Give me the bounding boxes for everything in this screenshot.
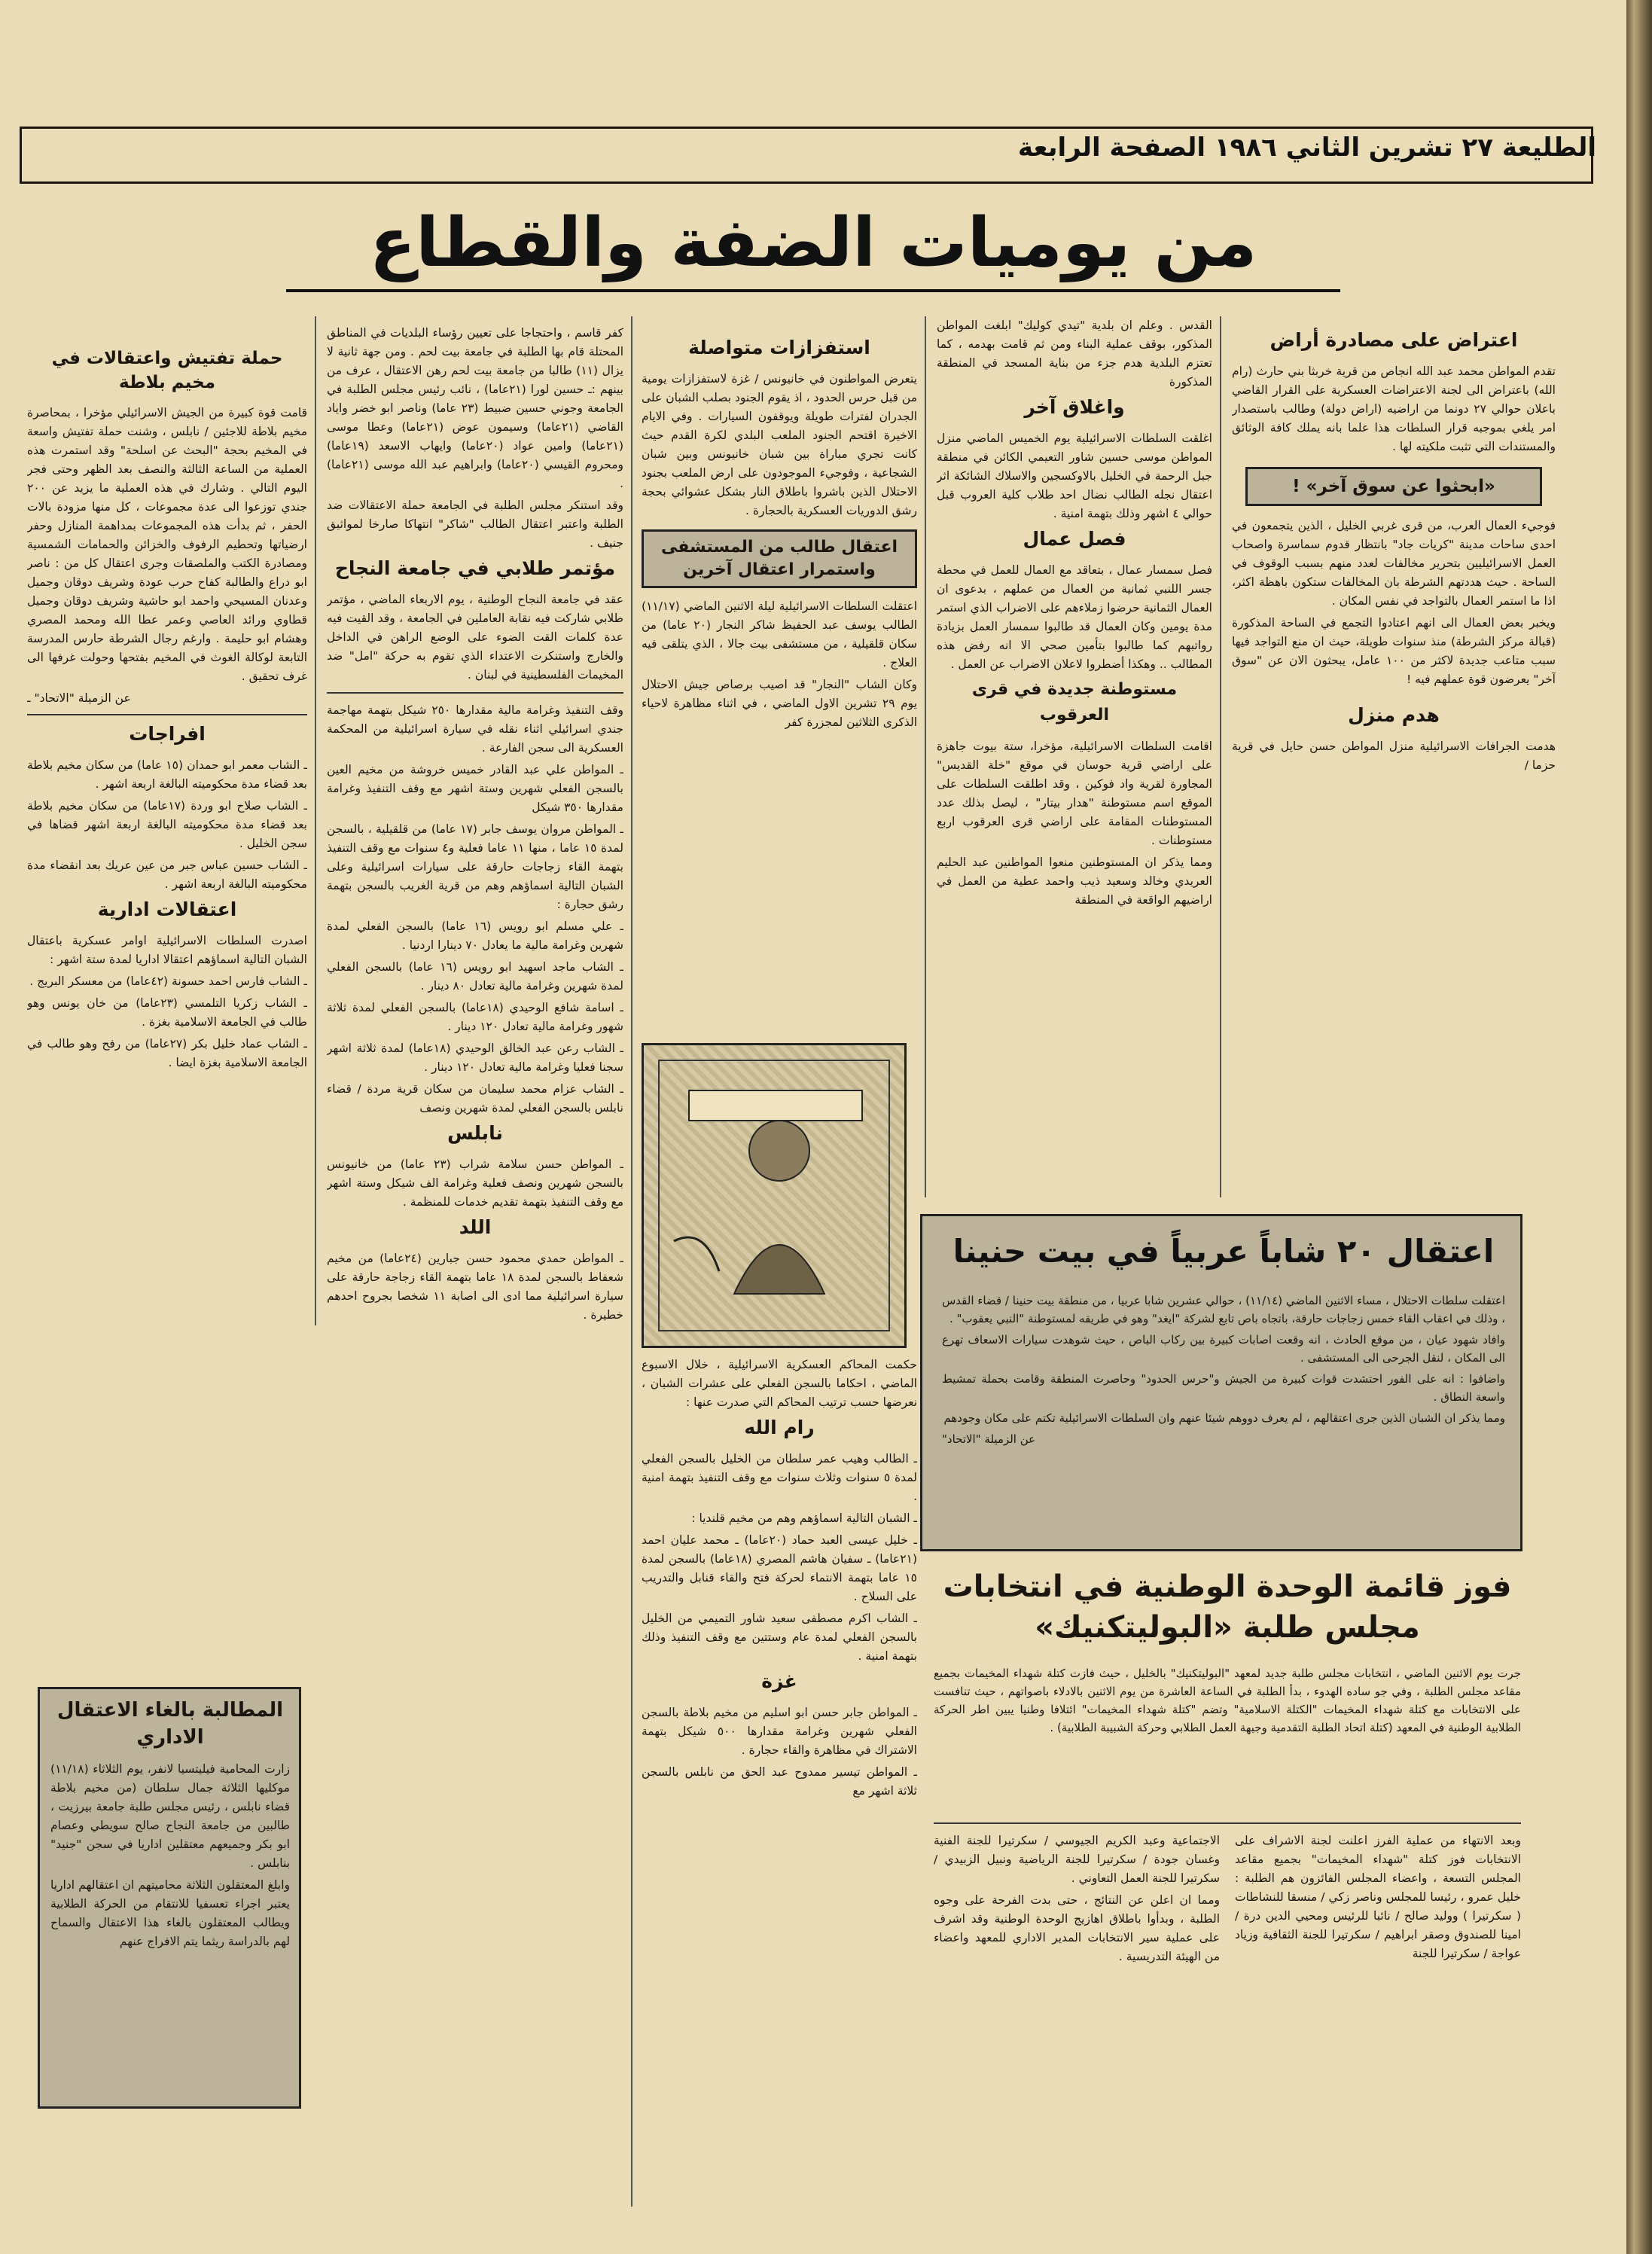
article-text: ـ المواطن تيسير ممدوح عبد الحق من نابلس بالسجن ثلاثة اشهر مع <box>642 1765 917 1798</box>
headline-another-closure: واغلاق آخر <box>1024 396 1125 418</box>
headline-student-arrest: اعتقال طالب من المستشفى واستمرار اعتقال آخرين <box>660 538 898 579</box>
article-rule <box>934 1822 1521 1824</box>
detention-appeal-content <box>50 1697 290 2103</box>
article-text: ـ المواطن حسن سلامة شراب (٢٣ عاما) من خانيونس بالسجن شهرين ونصف فعلية وغرامة الف شيكل وستة اشهر مع وقف التنفيذ بتهمة تقديم خدمات للمنظمة . <box>327 1158 623 1209</box>
detention-appeal-box <box>38 1687 301 2109</box>
article-text: يتعرض المواطنون في خانيونس / غزة لاستفزازات يومية من قبل حرس الحدود ، اذ يقوم الجنود بصلب الشبان على الجدران لفترات طويلة ويوقفون السيارات . وفي الايام الاخيرة اقتحم الجنود الملعب البلدي لكرة القدم حيث كانت تجري مباراة بين شبان خانيونس وبين شبان الشجاعية ، وفوجيء الموجودون على ارض الملعب بجنود الاحتلال الذين باشروا باطلاق النار بشكل عشوائي بحجة رشق الدوريات العسكرية بالحجارة . <box>642 372 917 517</box>
headline-student-conference: مؤتمر طلابي في جامعة النجاح <box>334 557 616 579</box>
headline-administrative-detention: اعتقالات ادارية <box>97 898 237 920</box>
column-3-top <box>642 335 917 1035</box>
column-divider <box>315 316 316 1325</box>
article-text: ـ المواطن علي عبد القادر خميس خروشة من مخيم العين بالسجن الفعلي شهرين وستة اشهر مع وقف التنفيذ وغرامة مقدارها ٣٥٠ شيكل <box>327 763 623 814</box>
article-text: قامت قوة كبيرة من الجيش الاسرائيلي مؤخرا ، بمحاصرة مخيم بلاطة للاجئين / نابلس ، وشنت حملة تفتيش واسعة في المخيم بحجة "البحث عن اسلحة" وقد استمرت هذه العملية من الساعة الثالثة والنصف بعد الظهر وحتى فجر اليوم التالي . وشارك في هذه العملية ما يزيد عن ٢٠٠ جندي توزعوا الى عدة مجموعات ، كل منها مزودة بالات الحفر ، ثم بدأت هذه المجموعات بمداهمة المنازل وحفر ارضياتها وتحطيم الرفوف والخزائن والحمامات الشمسية ومصادرة الكتب والملصقات وجرى اعتقال كل من : ناصر ابو دراع والطالبة كفاح حرب عودة وشريف دوقان وجميل وعدنان المسيحي واحمد ابو حاشية وشريف دوقان وجميل قطاوي ورائد العاصي وعمر عطا الله ومحمد المصري وهشام ابو حليمة . وارغم رجال الشرطة حارس المدرسة التابعة لوكالة الغوث في المخيم بفتحها وحولت غرفها الى غرف تحقيق . <box>27 406 307 683</box>
column-2 <box>937 316 1212 1212</box>
polytechnic-lead <box>934 1664 1521 1815</box>
article-text: اقامت السلطات الاسرائيلية، مؤخرا، ستة بيوت جاهزة على اراضي قرية حوسان في موقع "خلة القديس" المجاورة لقرية واد فوكين ، وقد اطلقت السلطات على الموقع اسم مستوطنة "هدار بيتار" ، ليصل بذلك عدد المستوطنات المقامة على اراضي قرى العرقوب اربع مستوطنات . <box>937 740 1212 847</box>
column-divider <box>1220 316 1221 1197</box>
headline-another-market: «ابحثوا عن سوق آخر» ! <box>1292 477 1495 496</box>
article-text: وكان الشاب "النجار" قد اصيب برصاص جيش الاحتلال يوم ٢٩ تشرين الاول الماضي ، في اثناء مظاهرة لاحياء الذكرى الثلاثين لمجزرة كفر <box>642 678 917 729</box>
article-text: ـ المواطن حمدي محمود حسن جبارين (٢٤عاما) من مخيم شعفاط بالسجن لمدة ١٨ عاما بتهمة القاء زجاجة حارقة على سيارة اسرائيلية مما ادى الى اصابة ١١ شخصا بجروح احدهم خطيرة . <box>327 1252 623 1322</box>
article-text: وافاد شهود عيان ، من موقع الحادث ، انه وقعت اصابات كبيرة بين ركاب الباص ، حيث شوهدت سيارات الاسعاف تهرع الى المكان ، لنقل الجرحى الى المستشفى . <box>942 1333 1505 1365</box>
article-text: عقد في جامعة النجاح الوطنية ، يوم الاربعاء الماضي ، مؤتمر طلابي شاركت فيه نقابة العاملين في الجامعة ، وقد القيت فيه عدة كلمات القت الضوء على الوضع الراهن في الداخل والخارج واستنكرت الاعتداء الذي تقوم به حركة "امل" ضد المخيمات الفلسطينية في لبنان . <box>327 593 623 682</box>
headline-detention-appeal: المطالبة بالغاء الاعتقال الاداري <box>56 1699 284 1749</box>
polytechnic-col-b <box>934 1832 1220 2208</box>
headline-releases: افراجات <box>129 723 206 745</box>
article-text: ـ الشاب اكرم مصطفى سعيد شاور التميمي من الخليل بالسجن الفعلي لمدة عام وستتين مع وقف التنفيذ وذلك بتهمة امنية . <box>642 1612 917 1663</box>
article-text: جرت يوم الاثنين الماضي ، انتخابات مجلس طلبة جديد لمعهد "البوليتكنيك" بالخليل ، حيث فازت كتلة شهداء المخيمات بجميع مقاعد مجلس الطلبة ، وفي جو ساده الهدوء ، بدأ الطلبة في الساعة العاشرة من يوم الاثنين بالادلاء باصواتهم ، حيث تنافست على الانتخابات مع كتلة شهداء المخيمات "الكتلة الاسلامية" وتضم "كتلة شهداء المخيمات" ائتلافا وطنيا يبين اطر الحركة الطلابية الوطنية في المعهد (كتلة اتحاد الطلبة التقدمية وجبهة العمل الطلابي وحركة الشبيبة الطلابية) . <box>934 1667 1521 1734</box>
article-text: ومما ان اعلن عن النتائج ، حتى بدت الفرحة على وجوه الطلبة ، وبدأوا باطلاق اهازيج الوحدة الوطنية وقد اشرف على عملية سير الانتخابات المدير الاداري للمعهد واعضاء من الهيئة التدريسية . <box>934 1893 1220 1963</box>
masthead-rule <box>286 289 1340 292</box>
headline-new-settlement: مستوطنة جديدة في قرى العرقوب <box>971 680 1178 724</box>
column-5 <box>27 346 307 1657</box>
beit-hanina-content <box>942 1292 1505 1548</box>
article-text: فوجيء العمال العرب، من قرى غربي الخليل ، الذين يتجمعون في احدى ساحات مدينة "كريات جاد" بانتظار قدوم سماسرة واصحاب العمل الاسرائيليين بتحرير مخالفات لعدد منهم بسبب الوقوف في الساحة . حيث هددتهم الشرطة بان المخالفات ستكون باهظة اكثر، اذا ما استمر العمال بالتواجد في نفس المكان . <box>1232 519 1556 608</box>
article-text: اعتقلت السلطات الاسرائيلية ليلة الاثنين الماضي (١١/١٧) الطالب يوسف عبد الحفيظ شاكر النجار (٢٠ عاما) من سكان قلقيلية ، من مستشفى بيت جالا ، الذي يتلقى فيه العلاج . <box>642 599 917 669</box>
article-text: وبعد الانتهاء من عملية الفرز اعلنت لجنة الاشراف على الانتخابات فوز كتلة "شهداء المخيمات" بجميع مقاعد المجلس التسعة ، واعضاء المجلس الفائزون هم الطلبة : خليل عمرو ، رئيسا للمجلس وناصر زكي / منسقا للنشاطات ( سكرتيرا ) ووليد صالح / نائبا للرئيس ومحيي الدين درة / امينا للصندوق وصقر ابراهيم / سكرتيرا للجنة الثقافية وزياد عواجة / سكرتيرا للجنة <box>1235 1834 1521 1960</box>
article-credit: عن الزميلة "الاتحاد" <box>942 1432 1036 1446</box>
article-text: واضافوا : انه على الفور احتشدت قوات كبيرة من الجيش و"حرس الحدود" وحاصرت المنطقة وقامت بحملة تمشيط واسعة النطاق . <box>942 1372 1505 1404</box>
column-1 <box>1232 328 1556 1201</box>
cartoon-drawing <box>644 1045 904 1346</box>
article-text: ـ المواطن جابر حسن ابو اسليم من مخيم بلاطة بالسجن الفعلي شهرين وغرامة مقدارها ٥٠٠ شيكل بتهمة الاشتراك في مظاهرة والقاء حجارة . <box>642 1706 917 1757</box>
headline-ramallah: رام الله <box>744 1417 815 1438</box>
article-text: وقد استنكر مجلس الطلبة في الجامعة حملة الاعتقالات ضد الطلبة واعتبر اعتقال الطالب "شاكر" انتهاكا صارخا لمواثيق جنيف . <box>327 499 623 550</box>
section-masthead: من يوميات الضفة والقطاع <box>369 203 1257 282</box>
headline-provocations: استفزازات متواصلة <box>688 337 870 358</box>
article-text: القدس . وعلم ان بلدية "تيدي كوليك" ابلغت المواطن المذكور، بوقف عملية البناء ومن ثم قامت بهدمه ، كما تعتزم البلدية هدم جزء من بناية المسجد في المنطقة المذكورة <box>937 319 1212 389</box>
column-divider <box>925 316 926 1197</box>
headline-workers-dismissed: فصل عمال <box>1023 528 1126 550</box>
article-text: ـ الشاب رعن عبد الخالق الوحيدي (١٨عاما) لمدة ثلاثة اشهر سجنا فعليا وغرامة مالية تعادل ١٢٠ دينار . <box>327 1042 623 1074</box>
article-credit: عن الزميلة "الاتحاد" ـ <box>27 691 131 705</box>
article-text: كفر قاسم ، واحتجاجا على تعيين رؤساء البلديات في المناطق المحتلة قام بها الطلبة في جامعة بيت لحم . ومن جهة ثانية لا يزال (١١) طالبا من جامعة بيت لحم رهن الاعتقال ، عرف من بينهم :ـ حسين لورا (٢١عاما) ، نائب رئيس مجلس الطلبة في الجامعة وجوني حسين ضبيط (٢٣ عاما) وناصر ابو خضر واياد القاضي (٢١عاما) وسيمون عوض (٢١عاما) وعطا موسى (٢١عاما) وامين عواد (٢٠عاما) وايهاب الاسعد (١٩عاما) ومحروم القيسي (٢٠عاما) وابراهيم عبد الله موسى (٢١عاما) . <box>327 326 623 490</box>
article-text: ـ الشاب حسين عباس جبر من عين عريك بعد انقضاء مدة محكوميته البالغة اربعة اشهر . <box>27 859 307 891</box>
article-text: ـ الطالب وهيب عمر سلطان من الخليل بالسجن الفعلي لمدة ٥ سنوات وثلاث سنوات مع وقف التنفيذ بتهمة امنية . <box>642 1452 917 1503</box>
article-text: ومما يذكر ان المستوطنين منعوا المواطنين عبد الحليم العريدي وخالد وسعيد ذيب واحمد عطية من العمل في اراضيهم الواقعة في المنطقة <box>937 856 1212 907</box>
article-text: ـ المواطن مروان يوسف جابر (١٧ عاما) من قلقيلية ، بالسجن لمدة ١٥ عاما ، منها ١١ عاما فعلية و٤ سنوات مع وقف التنفيذ بتهمة القاء زجاجات حارقة على سيارات اسرائيلية وعلى الشبان التالية اسماؤهم وهم من قرية الغريب بالسجن بتهمة رشق حجارة : <box>327 822 623 911</box>
article-text: ـ الشاب زكريا التلمسي (٢٣عاما) من خان يونس وهو طالب في الجامعة الاسلامية بغزة . <box>27 996 307 1029</box>
article-text: ومما يذكر ان الشبان الذين جرى اعتقالهم ، لم يعرف دووهم شيئا عنهم وان السلطات الاسرائيلية تكتم على مكان وجودهم <box>943 1411 1505 1425</box>
article-text: اصدرت السلطات الاسرائيلية اوامر عسكرية باعتقال الشبان التالية اسماؤهم اعتقالا اداريا لمدة ستة اشهر : <box>27 934 307 966</box>
article-text: ـ خليل عيسى العبد حماد (٢٠عاما) ـ محمد عليان احمد (٢١عاما) ـ سفيان هاشم المصري (١٨عاما) بالسجن لمدة ١٥ عاما بتهمة الانتماء لحركة فتح والقاء قنابل والتدريب على السلاح . <box>642 1533 917 1603</box>
article-text: حكمت المحاكم العسكرية الاسرائيلية ، خلال الاسبوع الماضي ، احكاما بالسجن الفعلي على عشرات الشبان ، نعرضها حسب ترتيب المحاكم التي صدرت عنها : <box>642 1358 917 1409</box>
headline-lod: اللد <box>459 1216 492 1238</box>
article-text: تقدم المواطن محمد عبد الله انجاص من قرية خربثا بني حارث (رام الله) باعتراض الى لجنة الاعتراضات العسكرية على القرار القاضي باعلان حوالي ٢٧ دونما من اراضيه (اراض دولة) وطالب باستصدار امر يلغي بموجبه قرار السلطات هذا علما بانه يملك كافة الوثائق والمستندات التي تثبت ملكيته لها . <box>1232 364 1556 453</box>
article-text: ـ اسامة شافع الوحيدي (١٨عاما) بالسجن الفعلي لمدة ثلاثة شهور وغرامة مالية تعادل ١٢٠ دينار . <box>327 1001 623 1033</box>
article-text: ويخبر بعض العمال الى انهم اعتادوا التجمع في الساحة المذكورة (قبالة مركز الشرطة) منذ سنوات طويلة، حيث ان منع التواجد فيها سبب متاعب جديدة لاكثر من ١٠٠ عامل، يبحثون الان عن "سوق آخر" يعرضون قوة عملهم فيه ! <box>1232 616 1556 686</box>
beit-hanina-box <box>920 1214 1522 1551</box>
article-text: اعتقلت سلطات الاحتلال ، مساء الاثنين الماضي (١١/١٤) ، حوالي عشرين شابا عربيا ، من منطقة بيت حنينا / قضاء القدس ، وذلك في اعقاب القاء خمس زجاجات حارقة، باتجاه باص تابع لشركة "ايغد" وهو في طريقه لمستوطنة "النبي يعقوب" . <box>942 1294 1505 1325</box>
article-text: ـ الشاب عزام محمد سليمان من سكان قرية مردة / قضاء نابلس بالسجن الفعلي لمدة شهرين ونصف <box>327 1082 623 1115</box>
article-text: وابلغ المعتقلون الثلاثة محاميتهم ان اعتقالهم اداريا يعتبر اجراء تعسفيا للانتقام من الحركة الطلابية ويطالب المعتقلون بالغاء هذا الاعتقال والسماح لهم بالدراسة ريثما يتم الافراج عنهم <box>50 1878 290 1948</box>
binding-spine <box>1626 0 1652 2254</box>
article-rule <box>327 692 623 694</box>
article-text: فصل سمسار عمال ، بتعاقد مع العمال للعمل في محطة جسر اللنبي ثمانية من العمال من عملهم ، بدعوى ان العمال الثمانية حرضوا زملاءهم على الاضراب الذي استمر مدة يومين وكان العمال قد طالبوا سمسار العمل بزيادة رواتبهم كما طالبوا بتأمين صحي الا انه رفض هذه المطالب .. وهكذا أضطروا لاعلان الاضراب عن العمل . <box>937 563 1212 671</box>
article-rule <box>27 714 307 715</box>
column-3-bottom <box>642 1356 917 2207</box>
subhead-box <box>642 529 917 588</box>
article-text: ـ الشاب صلاح ابو وردة (١٧عاما) من سكان مخيم بلاطة بعد قضاء مدة محكوميته البالغة اربعة اشهر قضاها في سجن الخليل . <box>27 799 307 850</box>
headline-house-demolition: هدم منزل <box>1348 704 1440 726</box>
headline-nablus: نابلس <box>447 1122 503 1144</box>
headline-land-objection: اعتراض على مصادرة أراض <box>1269 329 1518 351</box>
article-text: وقف التنفيذ وغرامة مالية مقدارها ٢٥٠ شيكل بتهمة مهاجمة جندي اسرائيلي اثناء نقله في سيارة اسرائيلية من المحكمة العسكرية الى سجن الفارعة . <box>327 703 623 755</box>
polytechnic-col-a <box>1235 1832 1521 2208</box>
headline-balata-raid: حملة تفتيش واعتقالات في مخيم بلاطة <box>51 349 283 392</box>
page-header: الطليعة ٢٧ تشرين الثاني ١٩٨٦ الصفحة الرابعة <box>1017 133 1596 163</box>
column-divider <box>631 316 632 2207</box>
headline-beit-hanina: اعتقال ٢٠ شاباً عربياً في بيت حنينا <box>952 1233 1495 1270</box>
headline-gaza: غزة <box>761 1670 797 1692</box>
article-text: اغلقت السلطات الاسرائيلية يوم الخميس الماضي منزل المواطن موسى حسين شاور التعيمي الكائن في منطقة جبل الرحمة في الخليل بالاوكسجين والاسلاك الشائكة اثر اعتقال نجله الطالب نضال احد طلاب كلية العروب قبل حوالي ٤ اشهر وذلك بتهمة امنية . <box>937 432 1212 520</box>
headline-polytechnic: فوز قائمة الوحدة الوطنية في انتخابات مجلس طلبة «البوليتكنيك» <box>943 1569 1512 1645</box>
cartoon-illustration <box>642 1043 907 1348</box>
article-text: ـ الشاب ماجد اسهيد ابو رويس (١٦ عاما) بالسجن الفعلي لمدة شهرين وغرامة مالية تعادل ٨٠ دينار . <box>327 960 623 993</box>
column-4 <box>327 324 623 2207</box>
article-text: ـ الشاب عماد خليل بكر (٢٧عاما) من رفح وهو طالب في الجامعة الاسلامية بغزة ايضا . <box>27 1037 307 1069</box>
article-text: ـ علي مسلم ابو رويس (١٦ عاما) بالسجن الفعلي لمدة شهرين وغرامة مالية ما يعادل ٧٠ دينارا اردنيا . <box>327 920 623 952</box>
article-text: زارت المحامية فيليتسيا لانفر، يوم الثلاثاء (١١/١٨) موكليها الثلاثة جمال سلطان (من مخيم بلاطة قضاء نابلس ، رئيس مجلس طلبة جامعة بيرزيت ، طالبين من جامعة النجاح صالح سويطي وعصام ابو بكر وجميعهم معتقلين اداريا في سجن "جنيد" بنابلس . <box>50 1762 290 1870</box>
article-text: ـ الشبان التالية اسماؤهم وهم من مخيم قلنديا : <box>691 1511 917 1525</box>
subhead-box <box>1245 467 1542 506</box>
article-text: ـ الشاب معمر ابو حمدان (١٥ عاما) من سكان مخيم بلاطة بعد قضاء مدة محكوميته البالغة اربعة اشهر . <box>27 758 307 791</box>
article-text: الاجتماعية وعبد الكريم الجيوسي / سكرتيرا للجنة الفنية وغسان جودة / سكرتيرا للجنة الرياضية ونبيل الزبيدي / سكرتيرا للجنة العمل التعاوني . <box>934 1834 1220 1885</box>
article-text: ـ الشاب فارس احمد حسونة (٤٢عاما) من معسكر البريج . <box>29 974 307 988</box>
article-text: هدمت الجرافات الاسرائيلية منزل المواطن حسن حايل في قرية حزما / <box>1232 740 1556 772</box>
